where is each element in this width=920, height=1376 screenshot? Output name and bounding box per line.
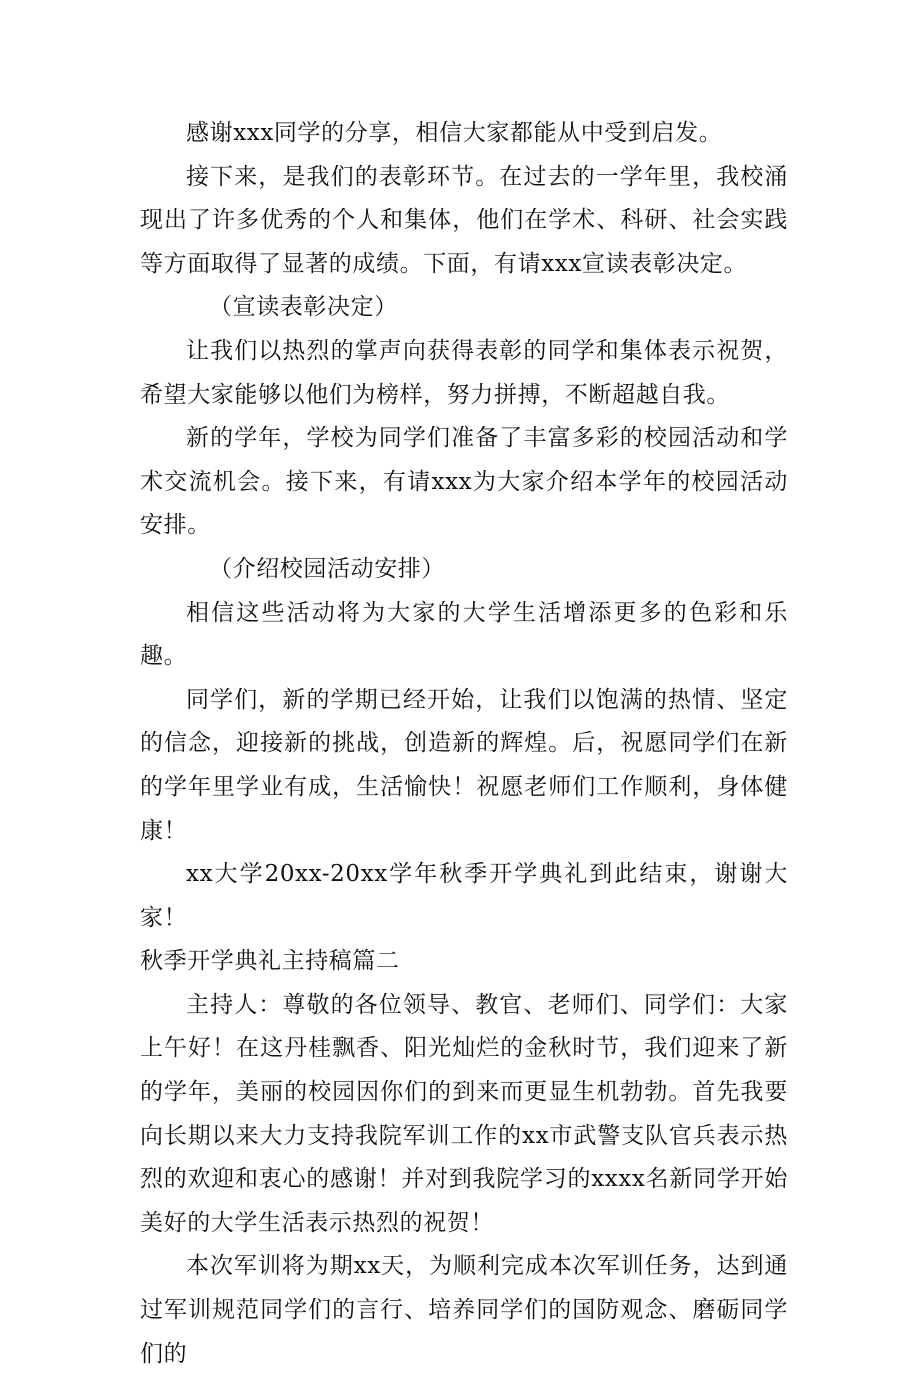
- paragraph-host-opening: 主持人：尊敬的各位领导、教官、老师们、同学们：大家上午好！在这丹桂飘香、阳光灿烂的金秋时节，我们迎来了新的学年，美丽的校园因你们的到来而更显生机勃勃。首先我要向长期以来大力支持我院军训工作的xx市武警支队官兵表示热烈的欢迎和衷心的感谢！并对到我院学习的xxxx名新同学开始美好的大学生活表示热烈的祝贺！: [140, 991, 788, 1236]
- paragraph-ceremony-end: xx大学20xx-20xx学年秋季开学典礼到此结束，谢谢大家！: [140, 861, 788, 931]
- paragraph-activities-introduction: （介绍校园活动安排）: [209, 555, 445, 582]
- paragraph-military-training: 本次军训将为期xx天，为顺利完成本次军训任务，达到通过军训规范同学们的言行、培养同学们的国防观念、磨砺同学们的: [140, 1253, 788, 1367]
- paragraph-activities-wish: 相信这些活动将为大家的大学生活增添更多的色彩和乐趣。: [140, 599, 788, 670]
- paragraph-commendation-intro: 接下来，是我们的表彰环节。在过去的一学年里，我校涌现出了许多优秀的个人和集体，他们在学术、科研、社会实践等方面取得了显著的成绩。下面，有请xxx宣读表彰决定。: [140, 163, 788, 277]
- paragraph-closing-wishes: 同学们，新的学期已经开始，让我们以饱满的热情、坚定的信念，迎接新的挑战，创造新的辉煌。后，祝愿同学们在新的学年里学业有成，生活愉快！祝愿老师们工作顺利，身体健康！: [140, 686, 788, 844]
- section-heading: 秋季开学典礼主持稿篇二: [140, 948, 400, 975]
- paragraph-thanks: 感谢xxx同学的分享，相信大家都能从中受到启发。: [186, 120, 723, 146]
- paragraph-commendation-reading: （宣读表彰决定）: [209, 294, 398, 321]
- paragraph-campus-activities-intro: 新的学年，学校为同学们准备了丰富多彩的校园活动和学术交流机会。接下来，有请xxx为大家介绍本学年的校园活动安排。: [140, 425, 788, 539]
- paragraph-congratulations: 让我们以热烈的掌声向获得表彰的同学和集体表示祝贺，希望大家能够以他们为榜样，努力拼搏，不断超越自我。: [140, 337, 788, 408]
- document-body: [140, 112, 788, 1376]
